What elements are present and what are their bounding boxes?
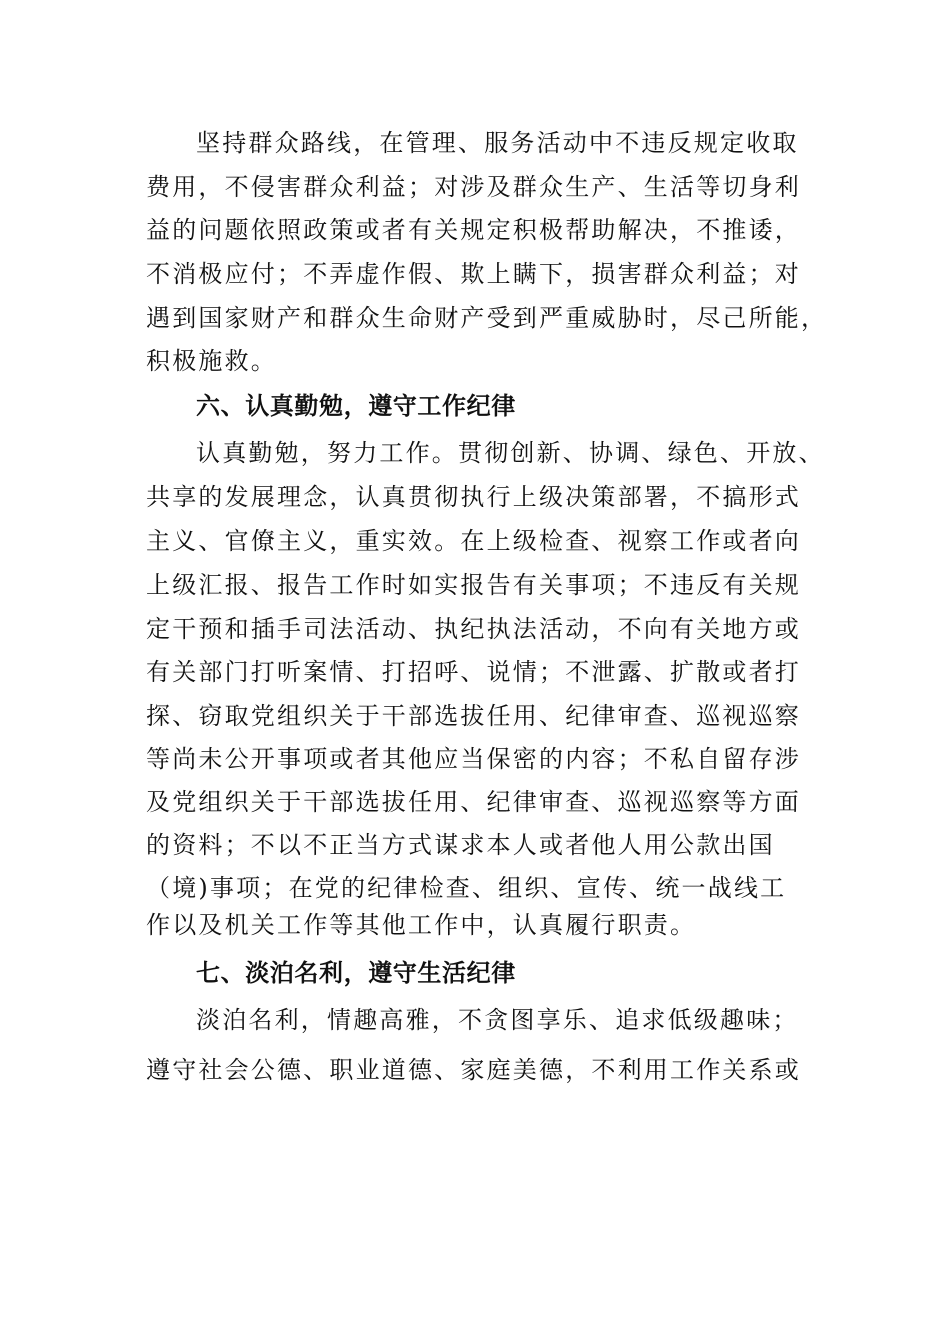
section-heading: 七、淡泊名利，遵守生活纪律: [196, 959, 516, 987]
paragraph-line: 及党组织关于干部选拔任用、纪律审查、巡视巡察等方面: [146, 788, 801, 816]
paragraph-line: 共享的发展理念，认真贯彻执行上级决策部署，不搞形式: [146, 483, 801, 511]
paragraph-line: 探、窃取党组织关于干部选拔任用、纪律审查、巡视巡察: [146, 702, 801, 730]
paragraph-line: 益的问题依照政策或者有关规定积极帮助解决，不推诿，: [146, 216, 801, 244]
paragraph-line: 认真勤勉，努力工作。贯彻创新、协调、绿色、开放、: [196, 439, 825, 467]
section-heading: 六、认真勤勉，遵守工作纪律: [196, 392, 516, 420]
paragraph-line: 作以及机关工作等其他工作中，认真履行职责。: [146, 911, 697, 939]
paragraph-line: 有关部门打听案情、打招呼、说情；不泄露、扩散或者打: [146, 658, 801, 686]
paragraph-line: （境)事项；在党的纪律检查、组织、宣传、统一战线工: [146, 874, 787, 902]
paragraph-line: 坚持群众路线，在管理、服务活动中不违反规定收取: [196, 129, 799, 157]
paragraph-line: 等尚未公开事项或者其他应当保密的内容；不私自留存涉: [146, 745, 801, 773]
paragraph-line: 遇到国家财产和群众生命财产受到严重威胁时，尽己所能，: [146, 304, 828, 332]
paragraph-line: 淡泊名利，情趣高雅，不贪图享乐、追求低级趣味；: [196, 1006, 799, 1034]
paragraph-line: 不消极应付；不弄虚作假、欺上瞒下，损害群众利益；对: [146, 260, 801, 288]
paragraph-line: 上级汇报、报告工作时如实报告有关事项；不违反有关规: [146, 571, 801, 599]
paragraph-line: 的资料；不以不正当方式谋求本人或者他人用公款出国: [146, 831, 775, 859]
paragraph-line: 定干预和插手司法活动、执纪执法活动，不向有关地方或: [146, 615, 801, 643]
paragraph-line: 费用，不侵害群众利益；对涉及群众生产、生活等切身利: [146, 173, 801, 201]
paragraph-line: 遵守社会公德、职业道德、家庭美德，不利用工作关系或: [146, 1056, 801, 1084]
paragraph-line: 主义、官僚主义，重实效。在上级检查、视察工作或者向: [146, 527, 801, 555]
paragraph-line: 积极施救。: [146, 347, 277, 375]
